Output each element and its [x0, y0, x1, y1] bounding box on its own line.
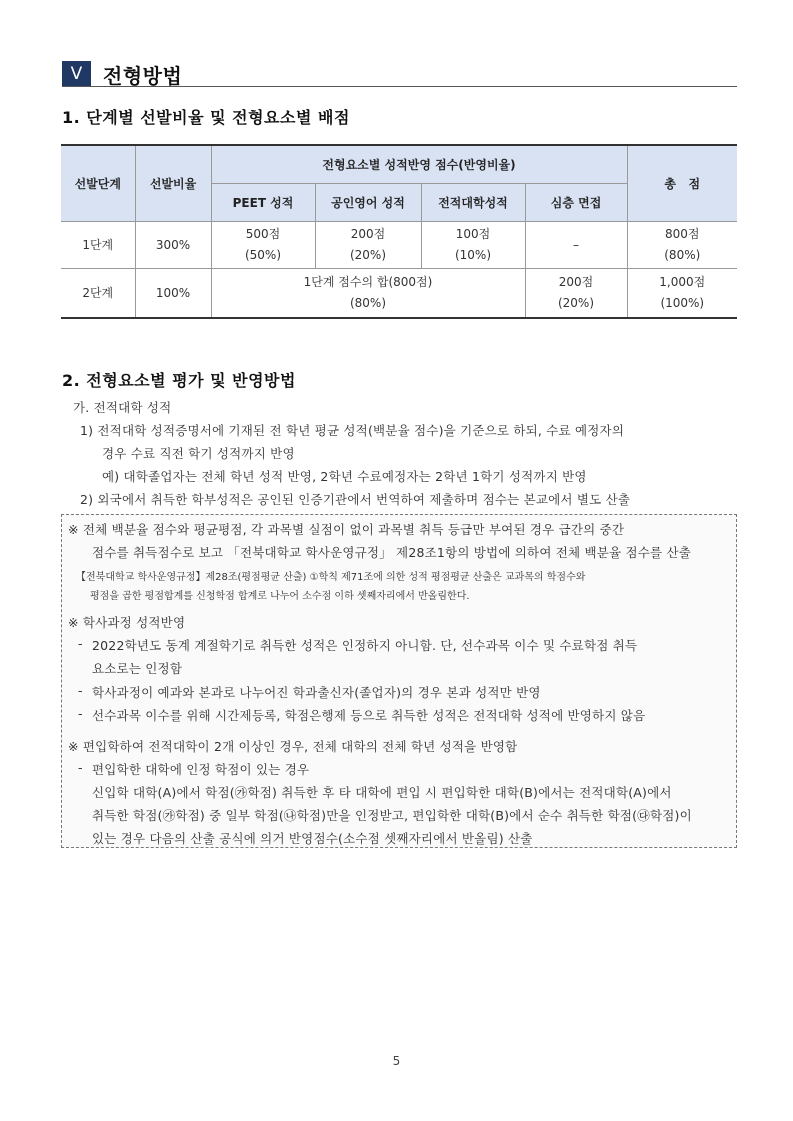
note2-bullet1-line1: 2022학년도 동계 계절학기로 취득한 성적은 인정하지 아니함. 단, 선수과목 이수 및 수료학점 취득 — [92, 638, 638, 653]
section-number-badge: V — [62, 61, 91, 86]
section-title: 전형방법 — [103, 64, 183, 88]
bullet-dash: - — [78, 683, 83, 698]
cell-stage: 1단계 — [61, 221, 135, 268]
note1-line1: ※ 전체 백분율 점수와 평균평점, 각 과목별 실점이 없이 과목별 취득 등급만 부여된 경우 급간의 중간 — [68, 522, 625, 537]
note3-title: ※ 편입학하여 전적대학이 2개 이상인 경우, 전체 대학의 전체 학년 성적을 반영함 — [68, 739, 518, 754]
cell-interview: 200점 (20%) — [525, 268, 627, 318]
header-stage: 선발단계 — [61, 145, 135, 221]
section-divider — [62, 86, 737, 87]
note2-bullet3: 선수과목 이수를 위해 시간제등록, 학점은행제 등으로 취득한 성적은 전적대학 성적에 반영하지 않음 — [92, 708, 646, 723]
item1-example: 예) 대학졸업자는 전체 학년 성적 반영, 2학년 수료예정자는 2학년 1학기 성적까지 반영 — [102, 469, 587, 484]
cell-interview: – — [525, 221, 627, 268]
table-row — [61, 221, 737, 268]
cell-stage: 2단계 — [61, 268, 135, 318]
score-allocation-table — [61, 144, 737, 319]
bullet-dash: - — [78, 636, 83, 651]
note2-bullet1-line2: 요소로는 인정함 — [92, 661, 183, 676]
cell-english: 200점 (20%) — [315, 221, 421, 268]
header-prev-college: 전적대학성적 — [421, 183, 525, 221]
cell-prev-college: 100점 (10%) — [421, 221, 525, 268]
bullet-dash: - — [78, 706, 83, 721]
cell-peet: 500점 (50%) — [211, 221, 315, 268]
note3-line2: 취득한 학점(㉮학점) 중 일부 학점(㉯학점)만을 인정받고, 편입학한 대학(B)에서 순수 취득한 학점(㉰학점)이 — [92, 808, 692, 823]
cell-total: 800점 (80%) — [627, 221, 737, 268]
bullet-dash: - — [78, 760, 83, 775]
header-peet: PEET 성적 — [211, 183, 315, 221]
heading-selection-ratio: 1. 단계별 선발비율 및 전형요소별 배점 — [62, 108, 350, 127]
note1-line2: 점수를 취득점수로 보고 「전북대학교 학사운영규정」 제28조1항의 방법에 의하여 전체 백분율 점수를 산출 — [92, 545, 692, 560]
note3-bullet1: 편입학한 대학에 인정 학점이 있는 경우 — [92, 762, 310, 777]
note2-bullet2: 학사과정이 예과와 본과로 나누어진 학과출신자(졸업자)의 경우 본과 성적만 반영 — [92, 685, 541, 700]
table-row — [61, 268, 737, 318]
heading-evaluation-method: 2. 전형요소별 평가 및 반영방법 — [62, 371, 296, 390]
header-interview: 심층 면접 — [525, 183, 627, 221]
regulation-quote-line2: 평점을 곱한 평점합계를 신청학점 합계로 나누어 소수점 이하 셋째자리에서 반올림한다. — [90, 591, 470, 602]
item2-line: 2) 외국에서 취득한 학부성적은 공인된 인증기관에서 번역하여 제출하며 점수는 본교에서 별도 산출 — [80, 492, 631, 507]
item1-line1: 1) 전적대학 성적증명서에 기재된 전 학년 평균 성적(백분율 점수)을 기준으로 하되, 수료 예정자의 — [80, 423, 625, 438]
note-box — [61, 514, 737, 848]
cell-stage1-sum: 1단계 점수의 합(800점) (80%) — [211, 268, 525, 318]
header-ratio: 선발비율 — [135, 145, 211, 221]
subheading-prev-college-grades: 가. 전적대학 성적 — [73, 400, 172, 415]
note3-line1: 신입학 대학(A)에서 학점(㉮학점) 취득한 후 타 대학에 편입 시 편입학한 대학(B)에서는 전적대학(A)에서 — [92, 785, 672, 800]
header-total: 총 점 — [627, 145, 737, 221]
cell-total: 1,000점 (100%) — [627, 268, 737, 318]
regulation-quote-line1: 【전북대학교 학사운영규정】제28조(평점평균 산출) ①학칙 제71조에 의한 성적 평점평균 산출은 교과목의 학점수와 — [76, 572, 586, 583]
cell-ratio: 300% — [135, 221, 211, 268]
header-score-group: 전형요소별 성적반영 점수(반영비율) — [211, 145, 627, 183]
header-english: 공인영어 성적 — [315, 183, 421, 221]
item1-line2: 경우 수료 직전 학기 성적까지 반영 — [102, 446, 295, 461]
page-number: 5 — [392, 1054, 401, 1068]
cell-ratio: 100% — [135, 268, 211, 318]
note3-line3: 있는 경우 다음의 산출 공식에 의거 반영점수(소수점 셋째자리에서 반올림) 산출 — [92, 831, 533, 846]
note2-title: ※ 학사과정 성적반영 — [68, 615, 186, 630]
